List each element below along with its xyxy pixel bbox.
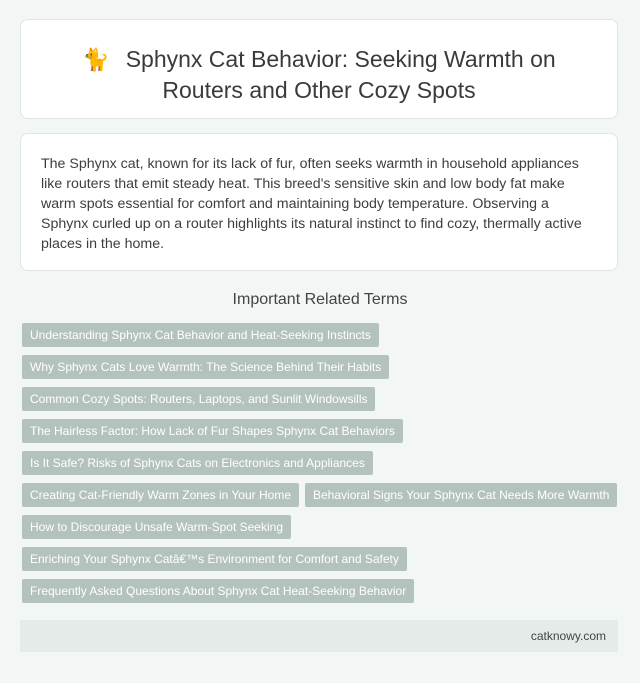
related-term-link[interactable]: How to Discourage Unsafe Warm-Spot Seeking — [22, 515, 291, 539]
related-term-link[interactable]: Is It Safe? Risks of Sphynx Cats on Electronics and Appliances — [22, 451, 373, 475]
description-text: The Sphynx cat, known for its lack of fur, often seeks warmth in household appliances like routers that emit steady heat. This breed's sensitive skin and low body fat make warm spots essential for comfort and maintaining body temperature. Observing a Sphynx curled up on a router highlights its natural instinct to find cozy, thermally active places in the home. — [41, 156, 582, 252]
related-term-link[interactable]: Enriching Your Sphynx Catâ€™s Environment for Comfort and Safety — [22, 547, 407, 571]
related-term-link[interactable]: Behavioral Signs Your Sphynx Cat Needs More Warmth — [305, 483, 617, 507]
page-title-text: Sphynx Cat Behavior: Seeking Warmth on Routers and Other Cozy Spots — [125, 46, 556, 103]
related-term-link[interactable]: Why Sphynx Cats Love Warmth: The Science Behind Their Habits — [22, 355, 389, 379]
related-term-link[interactable]: Common Cozy Spots: Routers, Laptops, and Sunlit Windowsills — [22, 387, 375, 411]
related-terms-list — [22, 323, 622, 603]
title-card — [20, 19, 618, 119]
related-term-link[interactable]: The Hairless Factor: How Lack of Fur Shapes Sphynx Cat Behaviors — [22, 419, 403, 443]
footer-site-name[interactable]: catknowy.com — [530, 629, 606, 643]
related-term-link[interactable]: Understanding Sphynx Cat Behavior and Heat-Seeking Instincts — [22, 323, 379, 347]
description-card — [20, 133, 618, 271]
related-term-link[interactable]: Creating Cat-Friendly Warm Zones in Your Home — [22, 483, 299, 507]
cat-emoji-icon: 🐈 — [82, 47, 110, 72]
page-title — [21, 20, 617, 105]
footer — [20, 620, 618, 652]
related-term-link[interactable]: Frequently Asked Questions About Sphynx Cat Heat-Seeking Behavior — [22, 579, 414, 603]
related-terms-heading: Important Related Terms — [232, 291, 408, 308]
